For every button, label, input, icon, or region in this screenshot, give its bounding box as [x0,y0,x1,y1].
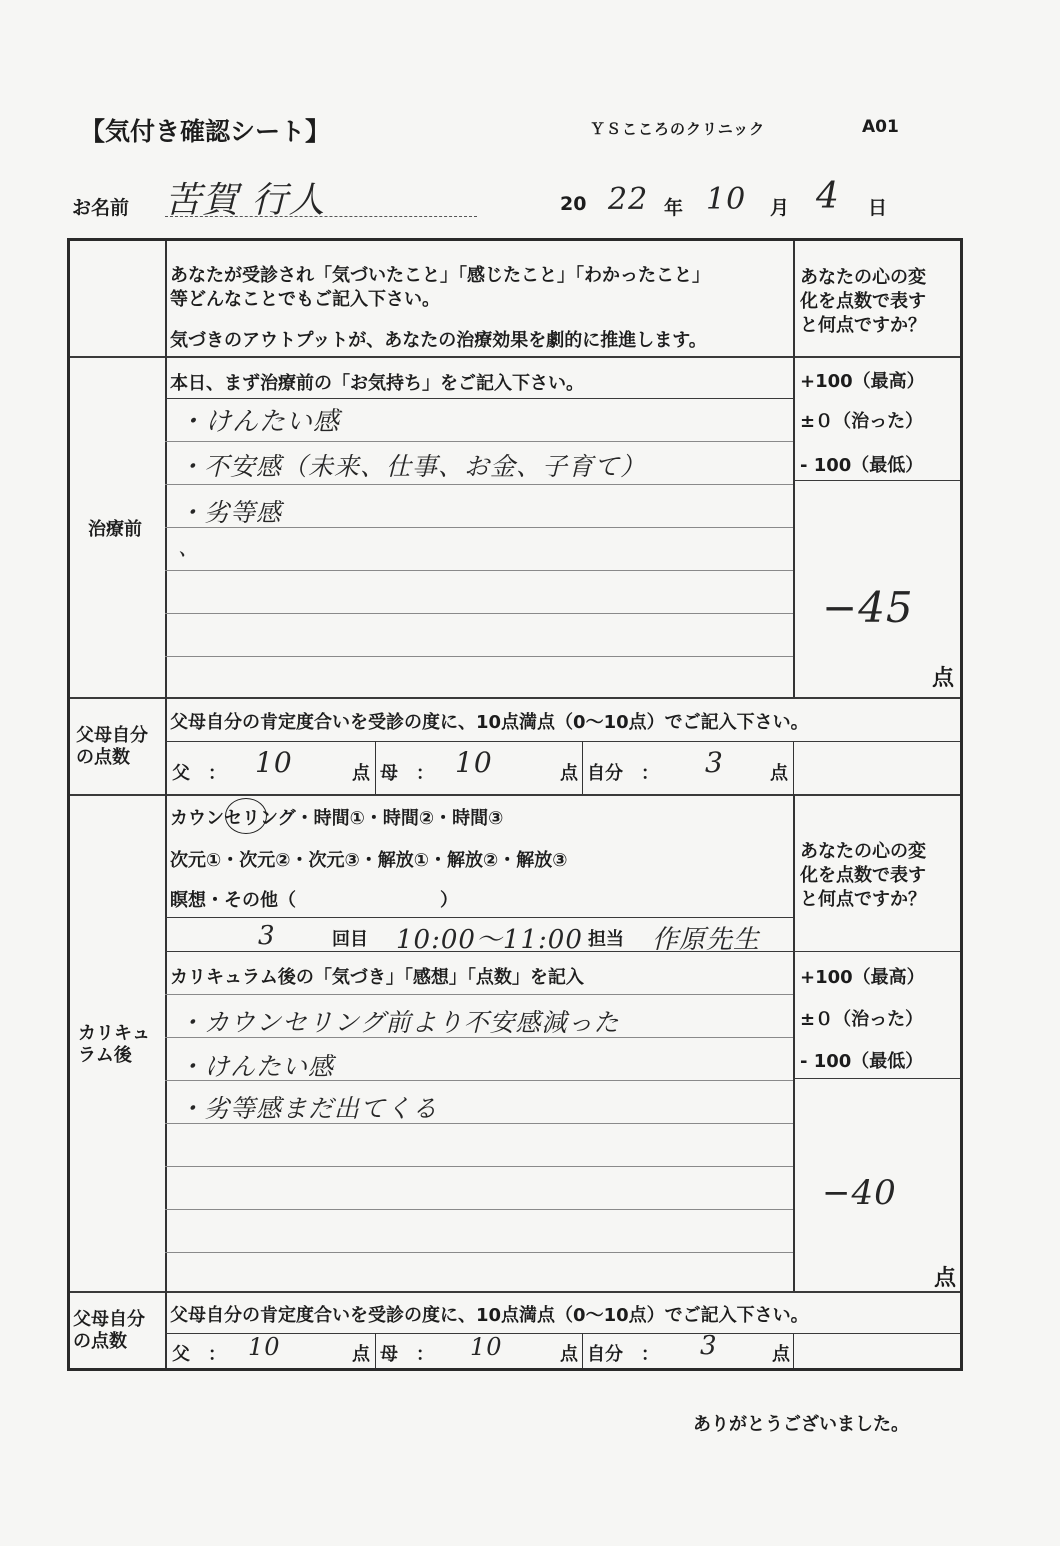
score-question-3: と何点ですか？ [800,315,926,336]
line [165,441,793,442]
divider-parents1 [70,794,960,796]
line [165,398,793,399]
parents2-father-field[interactable]: 10 [248,1333,281,1361]
parents1-self-unit: 点 [770,763,788,784]
scale-divider-2 [793,1078,960,1079]
month-label: 月 [770,197,790,219]
year-label: 年 [664,197,684,219]
parents1-father-unit: 点 [352,763,370,784]
after-label-1: カリキュ [78,1023,150,1044]
name-underline [165,216,477,217]
year-field[interactable]: 22 [608,182,649,217]
score-column-divider-2 [793,794,795,1291]
line [165,1333,960,1334]
line [165,484,793,485]
parents2-instruction: 父母自分の肯定度合いを受診の度に、10点満点（0〜10点）でご記入下さい。 [170,1305,809,1326]
scale-max-2: +100（最高） [800,967,925,988]
scale-min: - 100（最低） [800,455,924,476]
name-field[interactable]: 苦賀 行人 [165,180,326,221]
score-question-2b: 化を点数で表す [800,865,926,886]
cell-divider [582,1333,583,1368]
score-question-1: あなたの心の変 [800,267,926,288]
curriculum-options-2: 次元①・次元②・次元③・解放①・解放②・解放③ [170,850,568,871]
line [165,1166,793,1167]
line [165,741,960,742]
line [165,917,793,918]
score-column-divider-1 [793,241,795,697]
before-score-field[interactable]: −45 [822,583,914,632]
parents2-label-1: 父母自分 [73,1309,145,1330]
scale-divider-1 [793,480,960,481]
score-question-2: 化を点数で表す [800,291,926,312]
parents1-self-field[interactable]: 3 [705,746,724,779]
scale-min-2: - 100（最低） [800,1051,924,1072]
form-code: A01 [862,117,899,137]
after-note-2[interactable]: ・けんたい感 [178,1052,335,1081]
cell-divider [375,741,376,794]
parents2-self-unit: 点 [772,1344,790,1365]
before-prompt: 本日、まず治療前の「お気持ち」をご記入下さい。 [170,373,584,394]
parents1-mother-field[interactable]: 10 [455,746,493,779]
label-column-divider [165,241,167,1368]
cell-divider [582,741,583,794]
day-field[interactable]: 4 [816,176,840,217]
parents2-self-label: 自分 ： [587,1344,659,1365]
score-question-1b: あなたの心の変 [800,841,926,862]
parents1-mother-label: 母 ： [380,763,434,784]
parents2-father-unit: 点 [352,1344,370,1365]
line [165,613,793,614]
name-label: お名前 [72,197,130,219]
before-note-3[interactable]: ・劣等感 [178,498,283,527]
before-note-1[interactable]: ・けんたい感 [178,407,341,437]
parents2-label-2: の点数 [73,1331,127,1352]
parents1-mother-unit: 点 [560,763,578,784]
after-note-3[interactable]: ・劣等感まだ出てくる [178,1094,439,1123]
divider-after [70,1291,960,1293]
before-score-unit: 点 [932,666,955,691]
year-prefix: 20 [560,193,587,215]
session-count-field[interactable]: 3 [258,921,276,951]
line [165,1252,793,1253]
scale-max: +100（最高） [800,371,925,392]
parents1-instruction: 父母自分の肯定度合いを受診の度に、10点満点（0〜10点）でご記入下さい。 [170,712,809,733]
after-prompt: カリキュラム後の「気づき」「感想」「点数」を記入 [170,967,584,988]
parents2-father-label: 父 ： [172,1344,226,1365]
divider-before [70,697,960,699]
scale-zero-2: ±０（治った） [800,1009,924,1030]
before-label: 治療前 [88,519,142,540]
after-label-2: ラム後 [78,1045,132,1066]
parents1-self-label: 自分 ： [587,763,659,784]
clinic-name: ＹＳこころのクリニック [590,120,766,138]
after-note-1[interactable]: ・カウンセリング前より不安感減った [178,1008,620,1037]
line [165,570,793,571]
parents1-label-1: 父母自分 [76,725,148,746]
parents1-father-field[interactable]: 10 [255,746,293,779]
thanks-message: ありがとうございました。 [693,1414,909,1435]
day-label: 日 [868,197,888,219]
after-score-unit: 点 [934,1266,957,1291]
selected-option-circle[interactable] [225,798,267,834]
time-range-field[interactable]: 10:00〜11:00 [396,925,583,955]
intro-line-3: 気づきのアウトプットが、あなたの治療効果を劇的に推進します。 [170,330,707,351]
line [165,1209,793,1210]
scale-zero: ±０（治った） [800,411,924,432]
sheet-title: 【気付き確認シート】 [80,117,331,146]
parents2-mother-field[interactable]: 10 [470,1333,503,1361]
score-column-divider-p1 [793,741,794,794]
divider-intro [70,356,960,358]
line [165,656,793,657]
curriculum-options-1: カウンセリング・時間①・時間②・時間③ [170,808,504,829]
parents1-label-2: の点数 [76,747,130,768]
before-note-4[interactable]: 、 [178,536,202,561]
staff-label: 担当 [588,929,624,950]
after-score-field[interactable]: −40 [822,1173,897,1213]
before-note-2[interactable]: ・不安感（未来、仕事、お金、子育て） [178,452,647,481]
curriculum-options-3: 瞑想・その他（ ） [170,890,458,911]
session-label: 回目 [332,929,368,950]
line [165,994,793,995]
cell-divider [375,1333,376,1368]
parents2-mother-label: 母 ： [380,1344,434,1365]
month-field[interactable]: 10 [706,182,747,217]
parents1-father-label: 父 ： [172,763,226,784]
staff-field[interactable]: 作原先生 [652,925,761,955]
form-table [67,238,963,1371]
intro-line-2: 等どんなことでもご記入下さい。 [170,289,440,310]
parents2-self-field[interactable]: 3 [700,1331,718,1361]
score-column-divider-p2 [793,1333,794,1368]
intro-line-1: あなたが受診され「気づいたこと」「感じたこと」「わかったこと」 [170,265,710,286]
parents2-mother-unit: 点 [560,1344,578,1365]
score-question-3b: と何点ですか？ [800,889,926,910]
